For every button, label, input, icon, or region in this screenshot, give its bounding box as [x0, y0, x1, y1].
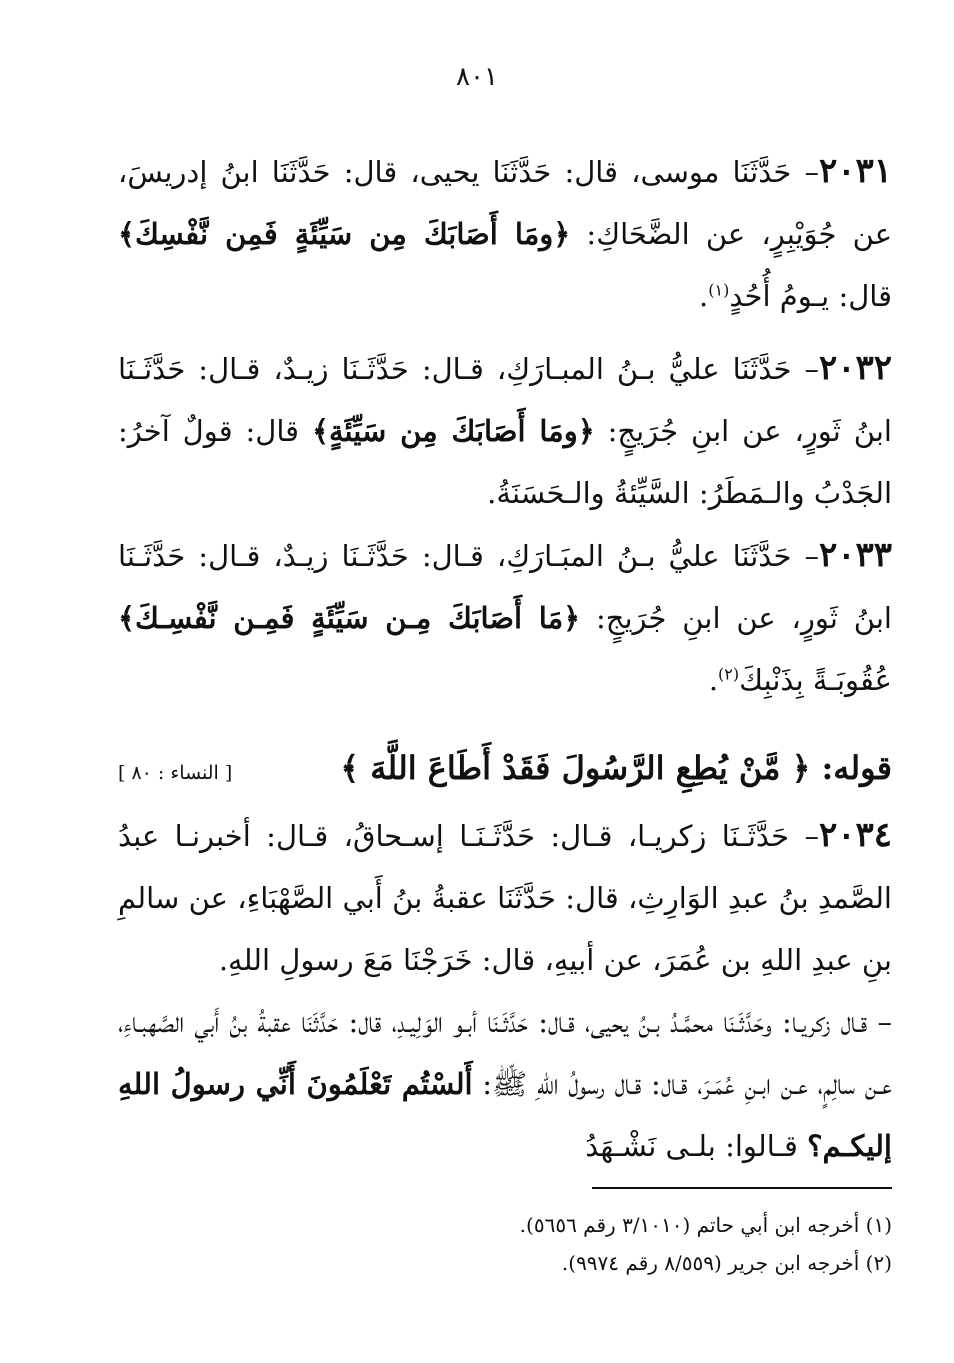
hadith-text: – حَدَّثَنَا عليُّ بـنُ المبَـارَكِ، قـال: حَدَّثَـنَا زيـدٌ، قـال: حَدَّثَـنَا ابنُ ثَورٍ، عن ابنِ جُرَيجٍ:	[118, 539, 892, 635]
hadith-number: ٢٠٣٤	[818, 815, 892, 855]
hadith-text-after: قال: قولٌ آخرُ: الجَدْبُ والـمَطَرُ: السَّيِّئةُ والـحَسَنَةُ.	[118, 414, 892, 510]
hadith-text-after: قـالوا: بلـى نَشْـهَدُ	[585, 1129, 808, 1163]
heading-verse: قوله: ﴿ مَّنْ يُطِعِ الرَّسُولَ فَقَدْ أَطَاعَ اللَّهَ ﴾	[340, 749, 892, 787]
hadith-ending: .	[708, 663, 719, 697]
hadith-2032	[118, 337, 892, 524]
hadith-number: ٢٠٣١	[818, 151, 892, 191]
hadith-text: – حَدَّثَنَا عليُّ بـنُ المبـارَكِ، قـال: حَدَّثَـنَا زيـدٌ، قـال: حَدَّثَـنَا ابنُ ثَورٍ، عن ابنِ جُرَيجٍ:	[118, 352, 892, 448]
quran-verse: ﴿ومَا أَصَابَكَ مِن سَيِّئَةٍ فَمِن نَّفْسِكَ﴾	[118, 217, 571, 251]
hadith-text: – حَدَّثَـنَا زكريـا، قـال: حَدَّثَـنَـا إسـحاقُ، قـال: أخبرنـا عبدُ الصَّمدِ بنُ عبدِ الوَارِثِ، قال: حَدَّثَنَا عقبةُ بنُ أَبي الصَّهْبَاءِ، عن سالمِ بنِ عبدِ اللهِ بن عُمَرَ، عن أبيهِ، قال: خَرَجْنَا مَعَ رسولِ اللهِ.	[118, 819, 892, 977]
hadith-text-after: عُقُوبَـةً بِذَنْبِكَ	[739, 663, 892, 697]
hadith-text: – حَدَّثَنَا موسى، قال: حَدَّثَنَا يحيى، قال: حَدَّثَنَا ابنُ إدريسَ، عن جُوَيْبِرٍ، عن الضَّحَاكِ:	[118, 155, 892, 251]
section-heading	[118, 737, 892, 804]
prophet-quote: أَلسْتُم تَعْلَمُونَ أَنِّي رسولُ اللهِ إليكـم؟	[118, 1067, 892, 1163]
hadith-text-after: قال: يـومُ أُحُدٍ	[729, 279, 892, 313]
hadith-number: ٢٠٣٢	[818, 348, 892, 388]
hadith-ending: .	[699, 279, 709, 313]
quran-verse: ﴿مَا أَصَابَكَ مِـن سَيِّئَةٍ فَمِـن نَّفْسِـكَ﴾	[118, 601, 581, 635]
surah-reference: [ النساء : ٨٠ ]	[118, 762, 233, 784]
footnote-ref: (١)	[708, 280, 730, 300]
hadith-2033	[118, 524, 892, 711]
hadith-continuation	[118, 991, 892, 1177]
footnote-1: (١) أخرجه ابن أبي حاتم (٣/١٠١٠ رقم ٥٦٥٦).	[519, 1213, 892, 1237]
main-text	[118, 140, 892, 1177]
hadith-number: ٢٠٣٣	[818, 535, 892, 575]
footnote-divider	[592, 1187, 892, 1189]
page-number: ٨٠١	[456, 62, 498, 92]
footnote-ref: (٢)	[718, 664, 740, 684]
footnote-2: (٢) أخرجه ابن جرير (٨/٥٥٩ رقم ٩٩٧٤).	[561, 1251, 892, 1275]
hadith-2031	[118, 140, 892, 327]
footnotes	[118, 1206, 892, 1282]
quran-verse: ﴿ومَا أَصَابَكَ مِن سَيِّئَةٍ﴾	[311, 414, 595, 448]
hadith-text: – قـال زكريـا: وحَدَّثَـنَا محمَّـدُ بـنُ يحيى، قـال: حَدَّثَـنَا أبـو الوَلِيـدِ، قال: حَدَّثَنَا عقبةُ بنُ أَبي الصَّهبـاءِ، عـن سالِمٍ، عـن ابـنِ عُمَـرَ، قـال: قـال رسولُ اللهِ ﷺ:	[118, 1005, 892, 1101]
hadith-2034	[118, 804, 892, 991]
